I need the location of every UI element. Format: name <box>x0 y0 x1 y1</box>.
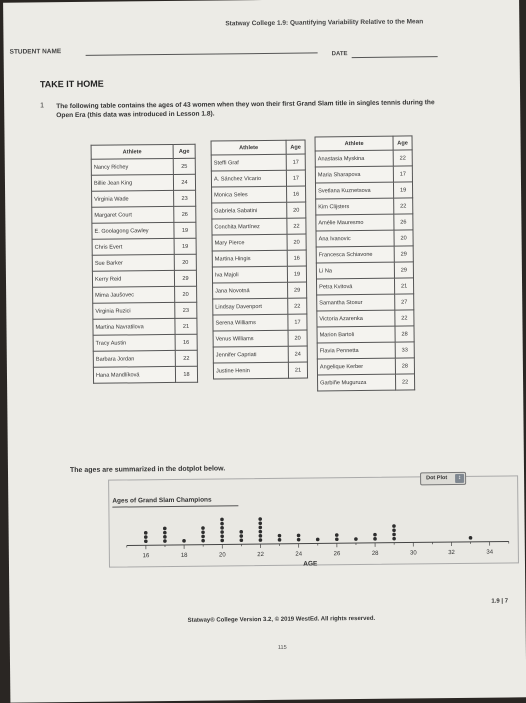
table-row <box>315 166 412 183</box>
athlete-name-cell: Petra Kvitová <box>316 278 394 295</box>
ages-table-2 <box>211 140 308 380</box>
dot <box>469 536 473 540</box>
dot <box>144 531 148 535</box>
table-row <box>213 362 307 379</box>
dot <box>258 517 262 521</box>
table-row <box>93 286 197 303</box>
table-row <box>315 150 412 167</box>
dot <box>259 538 263 542</box>
dot <box>144 539 148 543</box>
age-cell: 20 <box>287 234 306 250</box>
athlete-name-cell: Anastasia Myskina <box>315 150 393 167</box>
athlete-name-cell: Angelique Kerber <box>317 358 395 375</box>
athlete-name-cell: Hana Mandlíková <box>93 366 175 383</box>
dot <box>163 535 167 539</box>
dot <box>335 533 339 537</box>
table-row <box>212 266 306 283</box>
athlete-name-cell: Flavia Pennetta <box>317 342 395 359</box>
athlete-name-cell: Barbara Jordan <box>93 350 175 367</box>
athlete-name-cell: Kerry Reid <box>92 270 174 287</box>
dot <box>392 528 396 532</box>
athlete-name-cell: Mima Jaušovec <box>93 286 175 303</box>
x-tick-label: 18 <box>181 553 188 559</box>
athlete-name-cell: Iva Majoli <box>212 266 287 283</box>
athlete-name-cell: Nancy Richey <box>91 158 173 175</box>
table-row <box>317 326 414 343</box>
table-row <box>213 346 307 363</box>
x-tick-label: 24 <box>295 552 302 558</box>
x-axis-label: AGE <box>303 560 318 567</box>
dot <box>373 537 377 541</box>
age-cell: 20 <box>175 286 197 302</box>
dot <box>201 535 205 539</box>
dot <box>392 533 396 537</box>
age-cell: 16 <box>287 250 306 266</box>
dot <box>239 534 243 538</box>
table-row <box>211 154 305 171</box>
table-header-row <box>211 140 305 155</box>
dot <box>220 530 224 534</box>
dot <box>258 526 262 530</box>
dot <box>201 526 205 530</box>
dot <box>373 533 377 537</box>
age-cell: 22 <box>393 150 412 166</box>
age-cell: 28 <box>395 326 414 342</box>
athlete-name-cell: Steffi Graf <box>211 154 286 171</box>
athlete-name-cell: Tracy Austin <box>93 334 175 351</box>
table-row <box>212 234 306 251</box>
athlete-name-cell: Lindsay Davenport <box>213 298 288 315</box>
table-row <box>317 294 414 311</box>
dot <box>163 531 167 535</box>
table-row <box>213 298 307 315</box>
age-cell: 21 <box>288 362 307 378</box>
table-row <box>92 190 196 207</box>
dot <box>259 530 263 534</box>
table-row <box>316 214 413 231</box>
athlete-name-cell: Billie Jean King <box>91 174 173 191</box>
dot <box>220 522 224 526</box>
table-row <box>212 218 306 235</box>
table-row <box>93 334 197 351</box>
age-cell: 24 <box>173 174 195 190</box>
table-row <box>316 278 413 295</box>
table-row <box>316 246 413 263</box>
table-header-row <box>315 136 412 151</box>
page-number: 115 <box>278 645 287 651</box>
athlete-name-cell: Justine Henin <box>213 362 288 379</box>
athlete-column-header: Athlete <box>211 140 286 155</box>
table-row <box>213 282 307 299</box>
dot <box>220 534 224 538</box>
age-cell: 25 <box>173 158 195 174</box>
table-row <box>212 186 306 203</box>
age-cell: 22 <box>175 350 197 366</box>
date-line <box>352 56 438 58</box>
dot <box>354 537 358 541</box>
age-cell: 29 <box>394 262 413 278</box>
athlete-name-cell: Garbiñe Muguruza <box>317 374 395 391</box>
age-cell: 17 <box>286 170 305 186</box>
athlete-name-cell: Martina Navratilova <box>93 318 175 335</box>
athlete-name-cell: Conchita Martínez <box>212 218 287 235</box>
x-tick-label: 16 <box>143 553 150 559</box>
athlete-name-cell: Maria Sharapova <box>315 166 393 183</box>
table-row <box>213 330 307 347</box>
athlete-name-cell: Serena Williams <box>213 314 288 331</box>
dotplot-chart <box>108 497 517 571</box>
table-row <box>212 250 306 267</box>
dot <box>297 534 301 538</box>
age-cell: 21 <box>175 318 197 334</box>
dotplot-type-label: Dot Plot <box>426 475 447 481</box>
athlete-name-cell: Virginia Wade <box>92 190 174 207</box>
age-cell: 16 <box>175 334 197 350</box>
age-cell: 24 <box>288 346 307 362</box>
table-row <box>315 182 412 199</box>
age-cell: 22 <box>287 218 306 234</box>
table-row <box>92 254 196 271</box>
age-cell: 18 <box>175 366 197 382</box>
table-row <box>91 174 195 191</box>
dot <box>297 538 301 542</box>
table-header-row <box>91 144 195 159</box>
athlete-name-cell: E. Goolagong Cawley <box>92 222 174 239</box>
x-tick-label: 30 <box>410 550 417 556</box>
dot <box>239 530 243 534</box>
age-cell: 17 <box>286 154 305 170</box>
table-row <box>213 314 307 331</box>
age-column-header: Age <box>173 144 195 158</box>
question-number: 1 <box>40 102 44 109</box>
age-cell: 29 <box>288 282 307 298</box>
age-cell: 17 <box>393 166 412 182</box>
dotplot-summary-text: The ages are summarized in the dotplot below. <box>70 465 225 474</box>
age-cell: 19 <box>174 238 196 254</box>
age-cell: 22 <box>395 310 414 326</box>
student-name-label: STUDENT NAME <box>10 48 62 56</box>
table-row <box>92 270 196 287</box>
table-row <box>93 366 197 383</box>
athlete-name-cell: Marion Bartoli <box>317 326 395 343</box>
dot <box>392 524 396 528</box>
dot <box>163 527 167 531</box>
ages-table-1 <box>91 144 198 384</box>
age-cell: 22 <box>395 374 414 390</box>
athlete-column-header: Athlete <box>315 136 393 151</box>
dot <box>240 538 244 542</box>
athlete-name-cell: Li Na <box>316 262 394 279</box>
table-row <box>316 198 413 215</box>
table-row <box>317 342 414 359</box>
athlete-column-header: Athlete <box>91 144 173 159</box>
question-text: The following table contains the ages of 43 women when they won their first Grand Slam title in singles tennis during the Open Era (this data was introduced in Lesson 1.8). <box>56 98 446 120</box>
x-tick-label: 20 <box>219 552 226 558</box>
dot <box>182 539 186 543</box>
age-column-header: Age <box>286 140 305 154</box>
dot <box>335 537 339 541</box>
athlete-name-cell: A. Sánchez Vicario <box>211 170 286 187</box>
worksheet-page <box>3 0 526 703</box>
athlete-name-cell: Chris Evert <box>92 238 174 255</box>
athlete-name-cell: Martina Hingis <box>212 250 287 267</box>
dot <box>316 538 320 542</box>
athlete-name-cell: Virginia Ruzici <box>93 302 175 319</box>
age-cell: 20 <box>174 254 196 270</box>
athlete-name-cell: Svetlana Kuznetsova <box>315 182 393 199</box>
x-tick-label: 22 <box>257 552 264 558</box>
dot <box>392 537 396 541</box>
athlete-name-cell: Kim Clijsters <box>316 198 394 215</box>
age-cell: 17 <box>288 314 307 330</box>
table-row <box>93 318 197 335</box>
age-cell: 19 <box>287 266 306 282</box>
chevron-updown-icon: ↕ <box>455 474 464 483</box>
dot <box>201 530 205 534</box>
age-cell: 21 <box>394 278 413 294</box>
table-row <box>91 158 195 175</box>
age-cell: 29 <box>174 270 196 286</box>
athlete-name-cell: Jana Novotná <box>213 282 288 299</box>
age-column-header: Age <box>393 136 412 150</box>
dot <box>278 534 282 538</box>
dot <box>144 535 148 539</box>
age-cell: 23 <box>174 190 196 206</box>
dotplot-type-dropdown[interactable] <box>420 472 466 485</box>
age-cell: 26 <box>174 206 196 222</box>
copyright-text: Statway® College Version 3.2, © 2019 WestEd. All rights reserved. <box>188 616 376 624</box>
x-tick-label: 26 <box>334 551 341 557</box>
dot <box>220 539 224 543</box>
age-cell: 23 <box>175 302 197 318</box>
athlete-name-cell: Jennifer Capriati <box>213 346 288 363</box>
athlete-name-cell: Venus Williams <box>213 330 288 347</box>
ages-table-3 <box>314 135 415 391</box>
chart-title: Ages of Grand Slam Champions <box>112 497 211 505</box>
athlete-name-cell: Samantha Stosur <box>317 294 395 311</box>
athlete-name-cell: Amélie Mauresmo <box>316 214 394 231</box>
age-cell: 20 <box>394 230 413 246</box>
table-row <box>92 238 196 255</box>
age-cell: 26 <box>394 214 413 230</box>
athlete-name-cell: Francesca Schiavone <box>316 246 394 263</box>
age-cell: 27 <box>395 294 414 310</box>
athlete-name-cell: Monica Seles <box>212 186 287 203</box>
table-row <box>317 374 414 391</box>
age-cell: 19 <box>174 222 196 238</box>
dot <box>201 539 205 543</box>
athlete-name-cell: Sue Barker <box>92 254 174 271</box>
table-row <box>92 222 196 239</box>
x-tick-label: 34 <box>486 550 493 556</box>
page-header-title: Statway College 1.9: Quantifying Variability Relative to the Mean <box>225 18 423 27</box>
x-tick-label: 28 <box>372 551 379 557</box>
age-cell: 20 <box>287 202 306 218</box>
dot <box>163 539 167 543</box>
section-heading: TAKE IT HOME <box>40 79 104 90</box>
age-cell: 16 <box>287 186 306 202</box>
dot <box>220 526 224 530</box>
student-name-line <box>86 52 318 55</box>
athlete-name-cell: Victoria Azarenka <box>317 310 395 327</box>
x-tick-label: 32 <box>448 550 455 556</box>
table-row <box>317 358 414 375</box>
table-row <box>316 262 413 279</box>
athlete-name-cell: Ana Ivanovic <box>316 230 394 247</box>
athlete-name-cell: Gabriela Sabatini <box>212 202 287 219</box>
date-label: DATE <box>332 51 348 57</box>
age-cell: 28 <box>395 358 414 374</box>
athlete-name-cell: Margaret Court <box>92 206 174 223</box>
page-tag: 1.9 | 7 <box>491 598 508 604</box>
age-cell: 22 <box>394 198 413 214</box>
age-cell: 22 <box>288 298 307 314</box>
table-row <box>316 230 413 247</box>
table-row <box>92 206 196 223</box>
table-row <box>93 302 197 319</box>
age-cell: 33 <box>395 342 414 358</box>
dot <box>258 521 262 525</box>
table-row <box>211 170 305 187</box>
table-row <box>93 350 197 367</box>
dot <box>220 518 224 522</box>
table-row <box>212 202 306 219</box>
athlete-name-cell: Mary Pierce <box>212 234 287 251</box>
table-row <box>317 310 414 327</box>
dot <box>278 538 282 542</box>
age-cell: 19 <box>393 182 412 198</box>
dot <box>259 534 263 538</box>
age-cell: 20 <box>288 330 307 346</box>
age-cell: 29 <box>394 246 413 262</box>
